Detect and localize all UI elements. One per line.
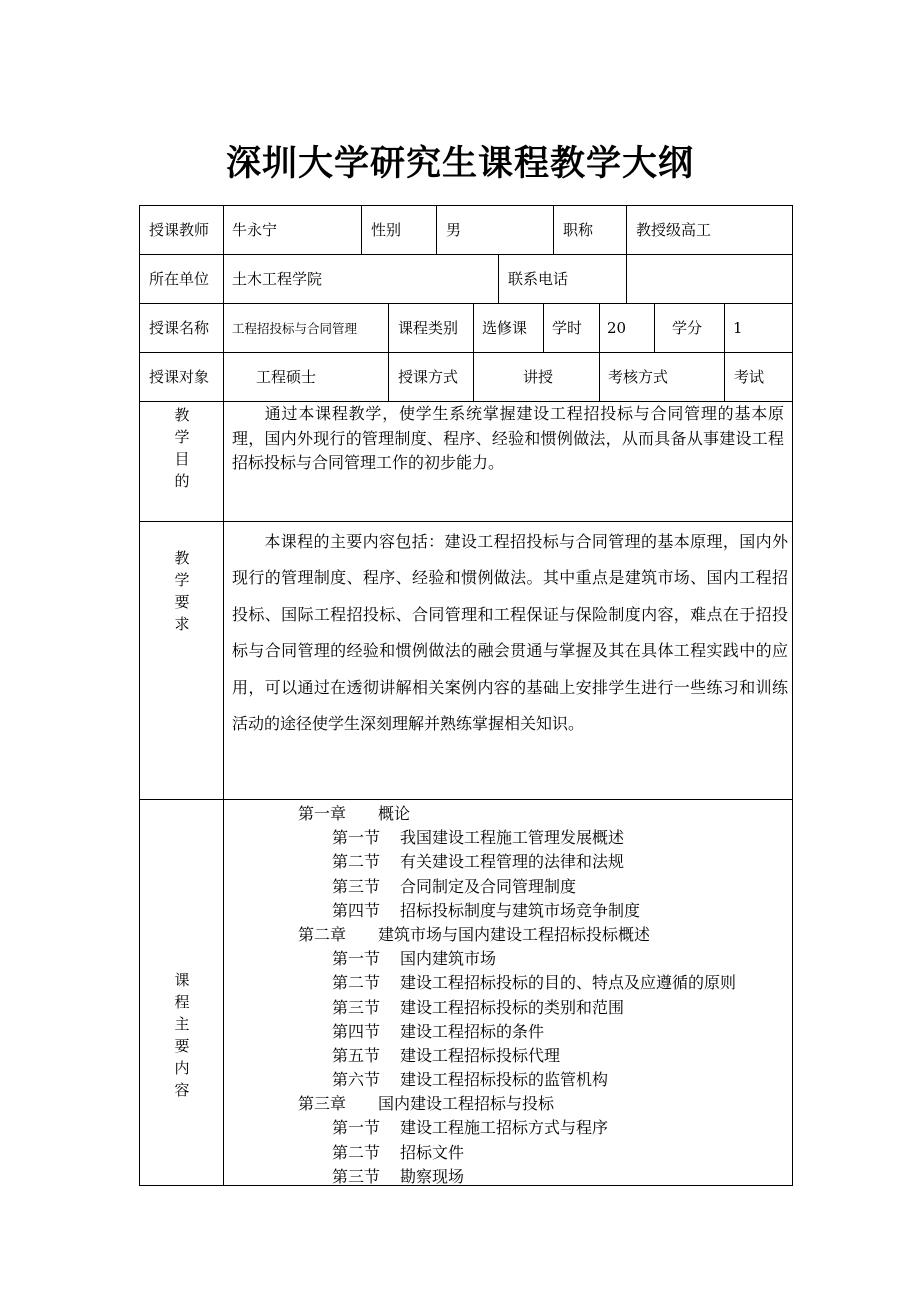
outline-title: 合同制定及合同管理制度 — [400, 876, 577, 896]
section-line — [230, 971, 794, 995]
section-line — [230, 875, 794, 899]
outline-number: 第一节 — [332, 828, 381, 848]
outline-title: 建设工程招标投标的类别和范围 — [400, 997, 625, 1017]
section-line — [230, 826, 794, 850]
outline-number: 第二节 — [332, 973, 381, 993]
course-outline — [230, 802, 794, 1189]
outline-number: 第四节 — [332, 1021, 381, 1041]
chapter-line — [230, 1092, 794, 1116]
rank-value: 教授级高工 — [636, 221, 712, 239]
syllabus-table — [139, 205, 793, 1186]
page-title: 深圳大学研究生课程教学大纲 — [225, 144, 694, 184]
outline-number: 第二章 — [298, 924, 347, 944]
outline-title: 建设工程施工招标方式与程序 — [400, 1118, 609, 1138]
section-line — [230, 850, 794, 874]
outline-title: 建设工程招标投标的目的、特点及应遵循的原则 — [400, 973, 737, 993]
outline-title: 我国建设工程施工管理发展概述 — [400, 828, 625, 848]
purpose-text: 通过本课程教学，使学生系统掌握建设工程招投标与合同管理的基本原理，国内外现行的管理制度、程序、经验和惯例做法，从而具备从事建设工程招标投标与合同管理工作的初步能力。 — [232, 404, 784, 472]
outline-title: 建设工程招标投标代理 — [400, 1045, 561, 1065]
section-line — [230, 899, 794, 923]
gender-value: 男 — [446, 221, 462, 239]
section-line — [230, 1165, 794, 1189]
outline-number: 第四节 — [332, 900, 381, 920]
outline-number: 第三节 — [332, 1166, 381, 1186]
outline-number: 第一节 — [332, 949, 381, 969]
outline-title: 建筑市场与国内建设工程招标投标概述 — [378, 924, 651, 944]
hours-value: 20 — [607, 319, 627, 337]
outline-number: 第一节 — [332, 1118, 381, 1138]
audience-value: 工程硕士 — [256, 368, 317, 386]
section-line — [230, 1116, 794, 1140]
requirements-text: 本课程的主要内容包括：建设工程招投标与合同管理的基本原理，国内外现行的管理制度、程序、经验和惯例做法。其中重点是建筑市场、国内工程招投标、国际工程招投标、合同管理和工程保证与保险制度内容，难点在于招投标与合同管理的经验和惯例做法的融会贯通与掌握及其在具体工程实践中的应用，可以通过在透彻讲解相关案例内容的基础上安排学生进行一些练习和训练活动的途径使学生深刻理解并熟练掌握相关知识。 — [232, 532, 788, 734]
section-line — [230, 1020, 794, 1044]
method-value: 讲授 — [523, 368, 554, 386]
outline-title: 国内建设工程招标与投标 — [378, 1094, 555, 1114]
requirements-label: 教 学 要 求 — [174, 549, 190, 633]
section-line — [230, 1068, 794, 1092]
hours-label: 学时 — [552, 319, 583, 337]
outline-title: 建设工程招标的条件 — [400, 1021, 545, 1041]
type-label: 课程类别 — [398, 319, 459, 337]
section-line — [230, 947, 794, 971]
exam-label: 考核方式 — [608, 368, 669, 386]
phone-label: 联系电话 — [508, 270, 569, 288]
outline-number: 第五节 — [332, 1045, 381, 1065]
credit-value: 1 — [733, 319, 743, 337]
outline-number: 第二节 — [332, 1142, 381, 1162]
method-label: 授课方式 — [398, 368, 459, 386]
outline-number: 第三节 — [332, 876, 381, 896]
unit-value: 土木工程学院 — [232, 270, 323, 288]
type-value: 选修课 — [482, 319, 528, 337]
outline-number: 第二节 — [332, 852, 381, 872]
purpose-label: 教 学 目 的 — [174, 406, 190, 490]
course-label: 授课名称 — [149, 319, 210, 337]
content-label: 课 程 主 要 内 容 — [174, 971, 190, 1099]
outline-title: 概论 — [378, 804, 411, 823]
outline-title: 国内建筑市场 — [400, 949, 497, 969]
outline-title: 招标投标制度与建筑市场竞争制度 — [400, 900, 641, 920]
outline-title: 招标文件 — [400, 1142, 465, 1162]
outline-number: 第六节 — [332, 1070, 381, 1090]
section-line — [230, 996, 794, 1020]
exam-value: 考试 — [734, 368, 765, 386]
gender-label: 性别 — [371, 221, 402, 239]
credit-label: 学分 — [672, 319, 703, 337]
outline-title: 建设工程招标投标的监管机构 — [400, 1070, 609, 1090]
section-line — [230, 1044, 794, 1068]
outline-title: 有关建设工程管理的法律和法规 — [400, 852, 625, 872]
rank-label: 职称 — [563, 221, 594, 239]
course-value: 工程招投标与合同管理 — [232, 321, 358, 336]
chapter-line — [230, 802, 794, 826]
teacher-label: 授课教师 — [149, 221, 210, 239]
outline-number: 第三节 — [332, 997, 381, 1017]
outline-title: 勘察现场 — [400, 1166, 465, 1186]
chapter-line — [230, 923, 794, 947]
unit-label: 所在单位 — [149, 270, 210, 288]
outline-number: 第三章 — [298, 1094, 347, 1114]
teacher-value: 牛永宁 — [232, 221, 278, 239]
outline-number: 第一章 — [298, 804, 347, 823]
section-line — [230, 1141, 794, 1165]
audience-label: 授课对象 — [149, 368, 210, 386]
